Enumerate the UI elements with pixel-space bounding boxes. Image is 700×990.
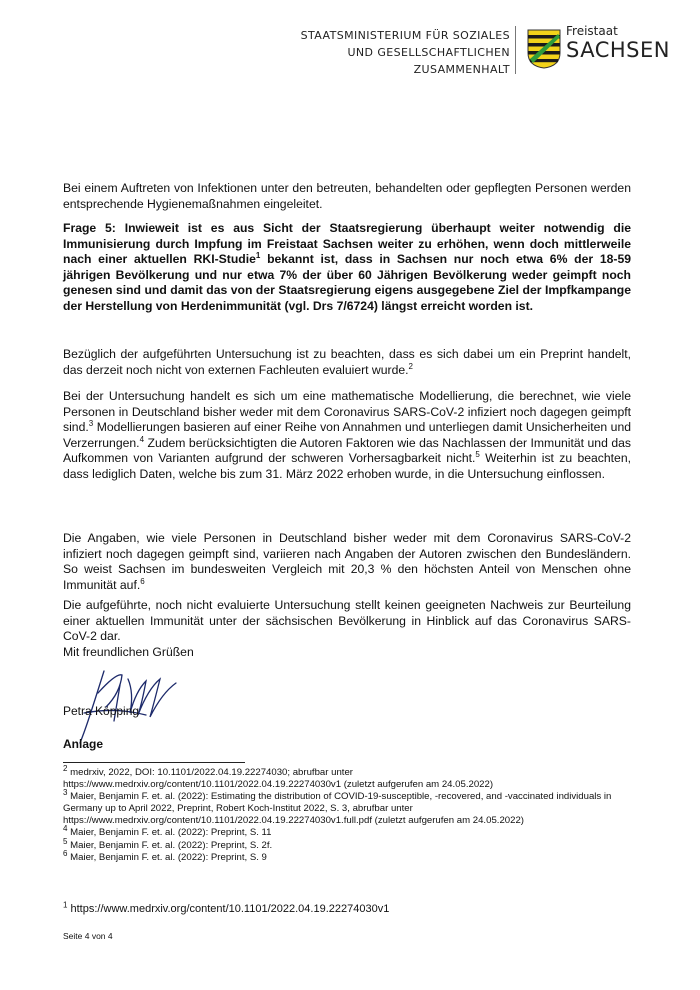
question-5-text-b: bekannt ist, dass in Sachsen nur noch etwa 6% der 18-59 jährigen Bevölkerung und nur etwa 7% der über 60 Jährigen Bevölkerung weder geimpft noch genesen sind und damit das von der Staatsregierung eigens ausgegebene Ziel der Impfkampange der Herstellung von Herdenimmunität (vgl. Drs 7/6724) längst erreicht worden ist. [63,252,632,313]
footnote-divider [63,762,245,763]
enclosure-label: Anlage [63,737,104,751]
footnote-text: Maier, Benjamin F. et. al. (2022): Estimating the distribution of COVID-19-susceptible, -recovered, and -vaccinated individuals in Germany up to April 2022, Preprint, Robert Koch-Institut 2022, S. 3, abrufbar unter https://www.medrxiv.org/content/10.1101/2022.04.19.22274030v1.full.pdf (zuletzt aufgerufen am 24.05.2022) [63,791,612,827]
saxony-coat-of-arms-icon [527,29,561,69]
footnote-ref-3: 3 [88,419,94,429]
page-number: Seite 4 von 4 [63,931,113,941]
footnotes-list [63,763,633,864]
footnote-item [63,763,633,791]
paragraph-5-text: Die Angaben, wie viele Personen in Deutschland bisher weder mit dem Coronavirus SARS-CoV-2 infiziert noch dagegen geimpft sind, variieren nach Angaben der Autoren zwischen den Bundesländern. So weist Sachsen im bundesweiten Vergleich mit 20,3 % den höchsten Anteil von Menschen ohne Immunität auf. [63,531,631,592]
footnote-item [63,788,633,827]
footnote-ref-1: 1 [255,251,261,261]
footnote-text: Maier, Benjamin F. et. al. (2022): Preprint, S. 9 [70,851,267,863]
footnote-number: 3 [63,788,68,797]
paragraph-4-text-b: Modellierungen basieren auf einer Reihe von Annahmen und unterliegen damit Unsicherheiten und Verzerrungen. [63,420,631,450]
paragraph-1: Bei einem Auftreten von Infektionen unter den betreuten, behandelten oder gepflegten Personen werden entsprechende Hygienemaßnahmen eingeleitet. [63,181,631,211]
closing-salutation: Mit freundlichen Grüßen [63,645,194,659]
footnote-text: Maier, Benjamin F. et. al. (2022): Preprint, S. 2f. [70,839,273,851]
footnote-ref-6: 6 [140,576,145,586]
paragraph-4-text-a: Bei der Untersuchung handelt es sich um eine mathematische Modellierung, die berechnet, wie viele Personen in Deutschland bisher weder mit dem Coronavirus SARS-CoV-2 infiziert noch dagegen geimpft sind. [63,389,631,435]
footnote-item [63,836,633,852]
ministry-line-3: ZUSAMMENHALT [413,63,510,76]
brand-wordmark [566,24,670,62]
brand-big-text: SACHSEN [566,38,670,62]
footnote-1 [63,900,390,915]
footnote-1-number: 1 [63,900,68,910]
question-5-text-a: Frage 5: Inwieweit ist es aus Sicht der Staatsregierung überhaupt weiter notwendig die Immunisierung durch Impfung im Freistaat Sachsen weiter zu erhöhen, wenn doch mittlerweile nach einer aktuellen RKI-Studie [63,221,631,267]
brand-small-text: Freistaat [566,24,618,38]
footnote-1-link[interactable]: https://www.medrxiv.org/content/10.1101/2022.04.19.22274030v1 [67,903,390,915]
paragraph-3-text: Bezüglich der aufgeführten Untersuchung ist zu beachten, dass es sich dabei um ein Preprint handelt, das derzeit noch nicht von externen Fachleuten evaluiert wurde. [63,347,631,377]
header-divider [515,26,516,74]
footnote-ref-5: 5 [475,450,480,460]
paragraph-6: Die aufgeführte, noch nicht evaluierte Untersuchung stellt keinen geeigneten Nachweis zur Beurteilung einer aktuellen Immunität unter der sächsischen Bevölkerung in Hinblick auf das Coronavirus SARS-CoV-2 dar. [63,598,631,644]
paragraph-4 [63,389,631,483]
paragraph-4-text-c: Zudem berücksichtigten die Autoren Faktoren wie das Nachlassen der Immunität und das Aufkommen von Varianten aufgrund der schweren Vorhersagbarkeit nicht. [63,435,631,466]
footnote-ref-2: 2 [408,361,413,371]
footnote-item [63,848,633,864]
question-5 [63,221,631,315]
paragraph-3 [63,347,631,378]
paragraph-5 [63,531,631,593]
footnote-item [63,824,633,839]
ministry-line-1: STAATSMINISTERIUM FÜR SOZIALES [300,29,510,42]
signer-name: Petra Köpping [63,704,140,718]
footnote-text: Maier, Benjamin F. et. al. (2022): Preprint, S. 11 [70,827,272,839]
ministry-line-2: UND GESELLSCHAFTLICHEN [347,46,510,59]
footnote-number: 6 [63,848,68,858]
paragraph-4-text-d: Weiterhin ist zu beachten, dass lediglich Daten, welche bis zum 31. März 2022 erhoben wurde, in die Untersuchung einflossen. [63,451,631,481]
footnote-number: 5 [63,836,68,846]
footnote-text: medrxiv, 2022, DOI: 10.1101/2022.04.19.22274030; abrufbar unter https://www.medrxiv.org/content/10.1101/2022.04.19.22274030v1 (zuletzt aufgerufen am 24.05.2022) [63,767,494,791]
ministry-name [250,27,510,78]
footnote-ref-4: 4 [139,434,145,444]
footnote-number: 4 [63,824,68,834]
footnote-number: 2 [63,763,68,773]
